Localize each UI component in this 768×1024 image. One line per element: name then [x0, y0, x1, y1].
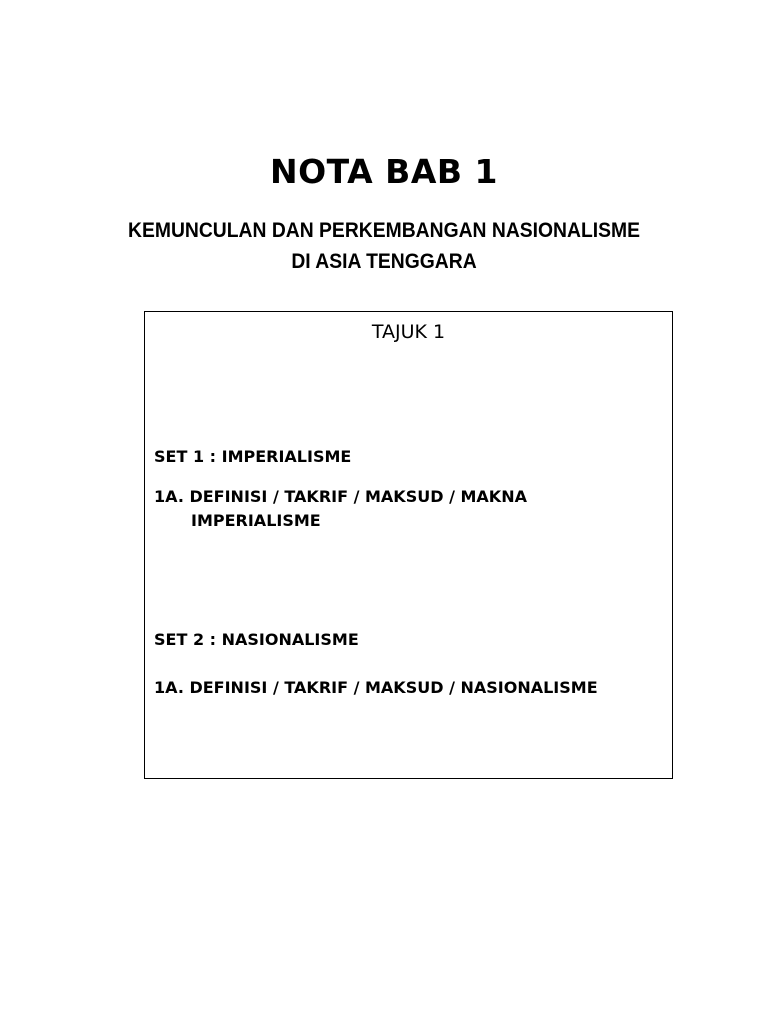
- set-1-item-1a-line-2: IMPERIALISME: [191, 511, 321, 530]
- set-1-item-1a-line-1: 1A. DEFINISI / TAKRIF / MAKSUD / MAKNA: [154, 487, 527, 506]
- chapter-subtitle-line-1: KEMUNCULAN DAN PERKEMBANGAN NASIONALISME: [128, 219, 640, 242]
- set-2-label: SET 2 : NASIONALISME: [154, 630, 359, 649]
- chapter-subtitle-line-2: DI ASIA TENGGARA: [291, 250, 477, 273]
- set-1-label: SET 1 : IMPERIALISME: [154, 447, 352, 466]
- topic-box: [144, 311, 673, 779]
- set-2-item-1a: 1A. DEFINISI / TAKRIF / MAKSUD / NASIONALISME: [154, 678, 598, 697]
- topic-heading: TAJUK 1: [371, 321, 446, 343]
- page-title: NOTA BAB 1: [270, 152, 498, 191]
